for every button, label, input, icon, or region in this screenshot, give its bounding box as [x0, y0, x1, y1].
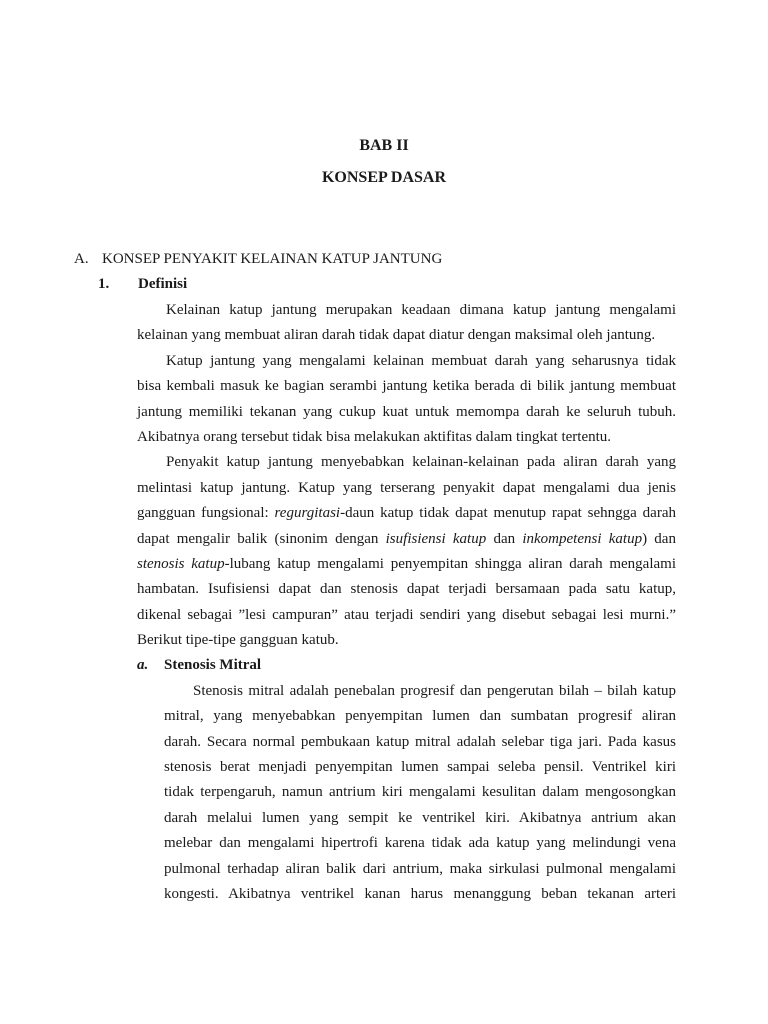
- text-run: gangguan fungsional:: [137, 505, 275, 522]
- paragraph-line: Katup jantung yang mengalami kelainan membuat darah yang seharusnya tidak: [166, 352, 676, 369]
- italic-term: isufisiensi katup: [385, 530, 487, 547]
- paragraph-line: darah. Secara normal pembukaan katup mitral adalah selebar tiga jari. Pada kasus: [164, 733, 676, 750]
- section-letter: A.: [74, 251, 89, 267]
- paragraph-line: Kelainan katup jantung merupakan keadaan dimana katup jantung mengalami: [166, 302, 676, 318]
- section-heading: [74, 251, 442, 268]
- italic-term: stenosis katup: [137, 555, 225, 572]
- text-run: -lubang katup mengalami penyempitan shingga aliran darah mengalami: [224, 555, 676, 572]
- paragraph-line: mitral, yang menyebabkan penyempitan lumen dan sumbatan progresif aliran: [164, 708, 676, 725]
- paragraph-line: melintasi katup jantung. Katup yang terserang penyakit dapat mengalami dua jenis: [137, 479, 676, 496]
- paragraph-line: dikenal sebagai ”lesi campuran” atau terjadi sendiri yang disebut sebagai lesi murni.”: [137, 606, 676, 623]
- item-letter: a.: [137, 657, 149, 674]
- text-run: -daun katup tidak dapat menutup rapat sehngga darah: [340, 505, 676, 522]
- text-run: dapat mengalir balik (sinonim dengan: [137, 530, 386, 547]
- paragraph-line: Penyakit katup jantung menyebabkan kelainan-kelainan pada aliran darah yang: [166, 454, 676, 471]
- subsection-title: Definisi: [138, 276, 188, 292]
- section-title: KONSEP PENYAKIT KELAINAN KATUP JANTUNG: [102, 251, 443, 267]
- chapter-title: KONSEP DASAR: [321, 169, 447, 186]
- paragraph-line: hambatan. Isufisiensi dapat dan stenosis dapat terjadi bersamaan pada satu katup,: [137, 581, 676, 598]
- item-title: Stenosis Mitral: [164, 657, 262, 674]
- paragraph-line: darah melalui lumen yang sempit ke ventrikel kiri. Akibatnya antrium akan: [164, 809, 676, 826]
- paragraph-line: stenosis berat menjadi penyempitan lumen sampai seleba pensil. Ventrikel kiri: [164, 759, 676, 776]
- paragraph-line: Akibatnya orang tersebut tidak bisa melakukan aktifitas dalam tingkat tertentu.: [137, 428, 612, 445]
- paragraph-line: tidak terpengaruh, namun antrium kiri mengalami kesulitan dalam mengosongkan: [164, 784, 676, 801]
- paragraph-line: Stenosis mitral adalah penebalan progresif dan pengerutan bilah – bilah katup: [193, 682, 676, 699]
- item-body: [137, 679, 676, 908]
- paragraph-line: [137, 527, 676, 552]
- item-heading: [137, 653, 676, 678]
- paragraph-line: Berikut tipe-tipe gangguan katub.: [137, 632, 339, 649]
- body-text: [137, 298, 676, 907]
- paragraph-line: jantung memiliki tekanan yang cukup kuat untuk memompa darah ke seluruh tubuh.: [137, 403, 676, 420]
- paragraph-line: pulmonal terhadap aliran balik dari antrium, maka sirkulasi pulmonal mengalami: [164, 860, 676, 877]
- italic-term: regurgitasi: [274, 505, 341, 522]
- italic-term: inkompetensi katup: [522, 530, 643, 547]
- chapter-number: BAB II: [359, 137, 409, 154]
- paragraph-line: [137, 501, 676, 526]
- paragraph-line: kelainan yang membuat aliran darah tidak dapat diatur dengan maksimal oleh jantung.: [137, 327, 656, 344]
- paragraph-line: kongesti. Akibatnya ventrikel kanan harus menanggung beban tekanan arteri: [164, 885, 676, 902]
- text-run: ) dan: [642, 530, 676, 547]
- text-run: dan: [486, 530, 523, 547]
- subsection-number: 1.: [98, 276, 110, 292]
- paragraph-line: bisa kembali masuk ke bagian serambi jantung ketika berada di bilik jantung membuat: [137, 378, 676, 395]
- paragraph-line: melebar dan mengalami hipertrofi karena tidak ada katup yang melindungi vena: [164, 835, 676, 852]
- subsection-heading: [98, 276, 187, 293]
- paragraph-line: [137, 552, 676, 577]
